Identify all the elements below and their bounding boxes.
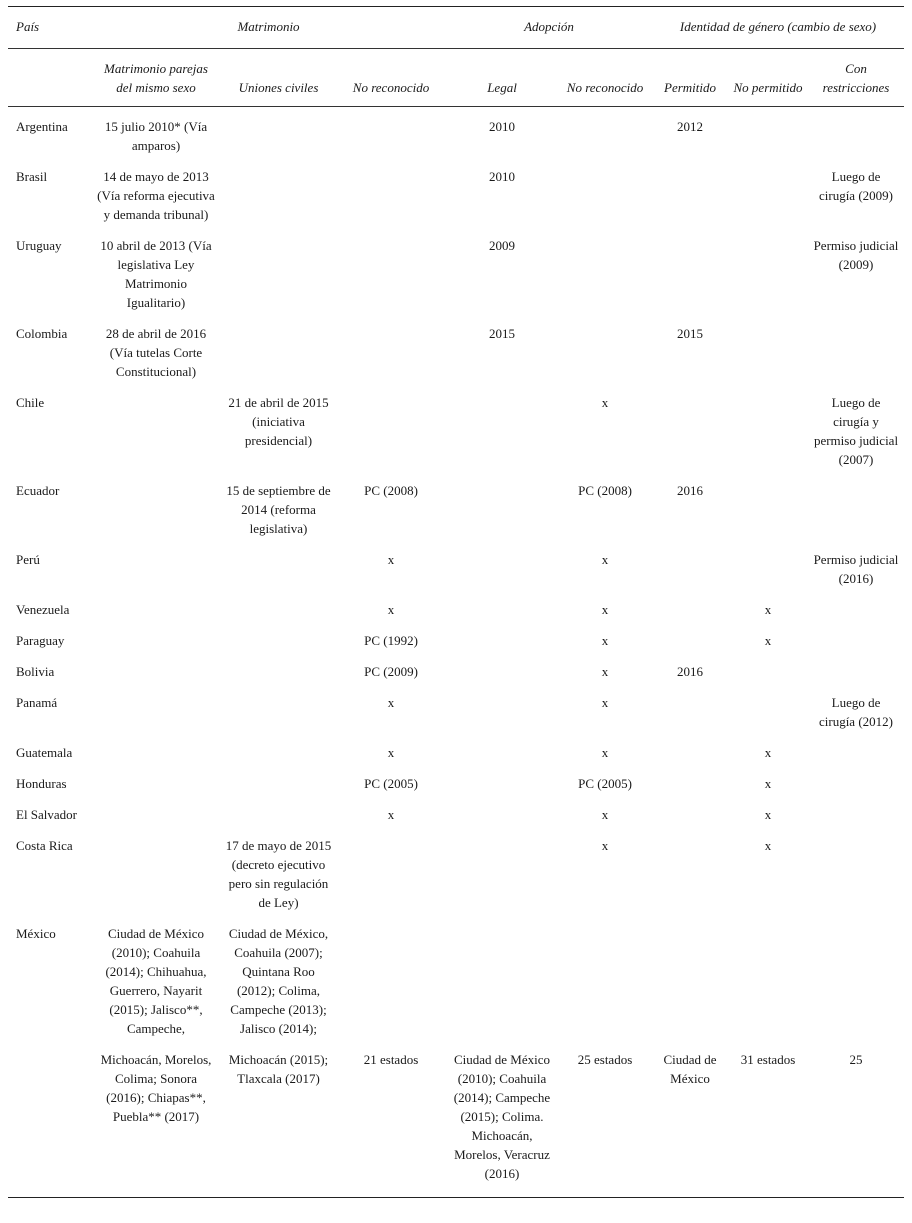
table-row (8, 600, 904, 631)
table-row (8, 805, 904, 836)
cell-permitido: 2015 (677, 326, 703, 341)
cell-permitido (652, 550, 728, 600)
cell-permitido (652, 631, 728, 662)
cell-no-permitido (728, 107, 808, 168)
cell-pais: Venezuela (16, 602, 70, 617)
cell-con-restricciones: Luego de cirugía (2012) (818, 695, 893, 729)
header-adopcion: Adopción (446, 7, 652, 49)
cell-con-restricciones (808, 107, 904, 168)
cell-adopcion-legal: 2010 (489, 119, 515, 134)
cell-no-permitido: x (764, 745, 772, 760)
cell-no-permitido: x (764, 838, 772, 853)
table-row (8, 167, 904, 236)
cell-no-permitido (728, 481, 808, 550)
cell-permitido (652, 693, 728, 743)
cell-pais: Argentina (16, 119, 68, 134)
cell-pais: Brasil (16, 169, 48, 184)
cell-matrimonio (91, 805, 221, 836)
cell-no-reconocido-adop: x (601, 664, 609, 679)
cell-no-reconocido-mat: PC (1992) (364, 633, 418, 648)
cell-pais: Ecuador (16, 483, 60, 498)
cell-uniones-civiles (221, 631, 336, 662)
cell-uniones-civiles: Michoacán (2015); Tlaxcala (2017) (221, 1050, 336, 1198)
table-row (8, 774, 904, 805)
cell-matrimonio (91, 481, 221, 550)
cell-no-reconocido-mat: x (387, 695, 395, 710)
sub-header-no-reconocido-mat: No reconocido (336, 49, 446, 107)
cell-no-reconocido-adop (558, 107, 652, 168)
cell-no-reconocido-adop: x (601, 552, 609, 567)
table-row (8, 924, 904, 1050)
cell-con-restricciones (808, 743, 904, 774)
cell-no-reconocido-mat (336, 236, 446, 324)
cell-pais: Panamá (16, 695, 58, 710)
cell-matrimonio (91, 743, 221, 774)
cell-no-reconocido-mat: PC (2009) (364, 664, 418, 679)
cell-uniones-civiles (221, 693, 336, 743)
cell-uniones-civiles (221, 107, 336, 168)
table-row (8, 836, 904, 924)
cell-no-reconocido-adop: x (601, 838, 609, 853)
cell-adopcion-legal: 2009 (489, 238, 515, 253)
table-row (8, 662, 904, 693)
cell-con-restricciones (808, 662, 904, 693)
cell-con-restricciones (808, 774, 904, 805)
header-matrimonio: Matrimonio (91, 7, 446, 49)
table-row (8, 236, 904, 324)
cell-uniones-civiles (221, 805, 336, 836)
cell-permitido (652, 805, 728, 836)
cell-matrimonio (91, 836, 221, 924)
cell-adopcion-legal (446, 693, 558, 743)
cell-permitido (652, 236, 728, 324)
cell-uniones-civiles: 21 de abril de 2015 (iniciativa presidencial) (228, 395, 329, 448)
table-row (8, 324, 904, 393)
table-row (8, 631, 904, 662)
cell-matrimonio: Michoacán, Morelos, Colima; Sonora (2016); Chiapas**, Puebla** (2017) (91, 1050, 221, 1198)
cell-no-reconocido-mat: x (387, 807, 395, 822)
cell-no-reconocido-mat (336, 107, 446, 168)
cell-matrimonio (91, 693, 221, 743)
cell-no-reconocido-adop (558, 324, 652, 393)
cell-no-reconocido-adop (558, 167, 652, 236)
cell-no-permitido (728, 236, 808, 324)
cell-permitido (652, 167, 728, 236)
table-row (8, 393, 904, 481)
cell-pais: México (16, 926, 56, 941)
table-row (8, 107, 904, 168)
cell-pais: Honduras (16, 776, 67, 791)
cell-matrimonio: Ciudad de México (2010); Coahuila (2014); Chihuahua, Guerrero, Nayarit (2015); Jalisco**, Campeche, (105, 926, 207, 1036)
cell-matrimonio (91, 631, 221, 662)
sub-header-empty (8, 49, 91, 107)
cell-adopcion-legal (446, 393, 558, 481)
table-row (8, 1050, 904, 1198)
cell-no-reconocido-mat: 21 estados (336, 1050, 446, 1198)
cell-permitido (652, 774, 728, 805)
cell-adopcion-legal (446, 924, 558, 1050)
cell-no-reconocido-adop: 25 estados (558, 1050, 652, 1198)
cell-uniones-civiles (221, 743, 336, 774)
sub-header-no-reconocido-adop: No reconocido (558, 49, 652, 107)
cell-matrimonio: 14 de mayo de 2013 (Vía reforma ejecutiva y demanda tribunal) (97, 169, 215, 222)
cell-no-permitido: x (764, 807, 772, 822)
cell-con-restricciones (808, 836, 904, 924)
cell-no-permitido (728, 924, 808, 1050)
cell-adopcion-legal: 2015 (489, 326, 515, 341)
cell-no-permitido (728, 393, 808, 481)
cell-no-permitido (728, 550, 808, 600)
cell-no-reconocido-adop: x (601, 602, 609, 617)
cell-no-reconocido-adop: x (601, 395, 609, 410)
cell-no-permitido (728, 324, 808, 393)
group-header-row (8, 7, 904, 49)
cell-matrimonio (91, 774, 221, 805)
sub-header-no-permitido: No permitido (728, 49, 808, 107)
cell-adopcion-legal: Ciudad de México (2010); Coahuila (2014); Campeche (2015); Colima. Michoacán, Morelos, Veracruz (2016) (446, 1050, 558, 1198)
cell-adopcion-legal (446, 836, 558, 924)
cell-adopcion-legal (446, 774, 558, 805)
cell-permitido (652, 600, 728, 631)
cell-uniones-civiles (221, 774, 336, 805)
cell-uniones-civiles: 17 de mayo de 2015 (decreto ejecutivo pero sin regulación de Ley) (225, 838, 332, 910)
cell-uniones-civiles (221, 550, 336, 600)
cell-no-permitido: x (764, 776, 772, 791)
cell-con-restricciones (808, 631, 904, 662)
sub-header-row (8, 49, 904, 107)
cell-adopcion-legal (446, 631, 558, 662)
cell-permitido (652, 924, 728, 1050)
cell-no-reconocido-mat: PC (2005) (364, 776, 418, 791)
cell-uniones-civiles (221, 236, 336, 324)
cell-no-reconocido-adop (558, 924, 652, 1050)
cell-adopcion-legal (446, 743, 558, 774)
cell-matrimonio (91, 393, 221, 481)
cell-permitido (652, 393, 728, 481)
cell-pais: Perú (16, 552, 40, 567)
cell-no-reconocido-mat: x (387, 602, 395, 617)
cell-permitido: 2016 (677, 483, 703, 498)
cell-con-restricciones (808, 481, 904, 550)
cell-no-reconocido-adop: x (601, 633, 609, 648)
cell-no-permitido (728, 167, 808, 236)
cell-pais: Chile (16, 395, 45, 410)
cell-uniones-civiles (221, 662, 336, 693)
cell-pais: El Salvador (16, 807, 78, 822)
cell-con-restricciones: Luego de cirugía (2009) (818, 169, 893, 203)
header-pais: País (8, 7, 91, 49)
cell-adopcion-legal (446, 805, 558, 836)
cell-uniones-civiles (221, 167, 336, 236)
cell-no-permitido (728, 693, 808, 743)
table-row (8, 481, 904, 550)
cell-no-permitido (728, 662, 808, 693)
cell-no-reconocido-adop: PC (2008) (578, 483, 632, 498)
cell-no-reconocido-adop: x (601, 807, 609, 822)
sub-header-uniones-civiles: Uniones civiles (221, 49, 336, 107)
cell-no-reconocido-mat: PC (2008) (364, 483, 418, 498)
cell-pais: Bolivia (16, 664, 55, 679)
cell-matrimonio: 28 de abril de 2016 (Vía tutelas Corte Constitucional) (105, 326, 207, 379)
cell-permitido (652, 743, 728, 774)
cell-pais: Costa Rica (16, 838, 73, 853)
cell-pais (8, 1050, 91, 1198)
legal-status-table (8, 6, 904, 1198)
cell-uniones-civiles: 15 de septiembre de 2014 (reforma legislativa) (226, 483, 331, 536)
sub-header-matrimonio-parejas: Matrimonio parejas del mismo sexo (91, 49, 221, 107)
cell-matrimonio: 15 julio 2010* (Vía amparos) (104, 119, 208, 153)
table-row (8, 550, 904, 600)
cell-pais: Guatemala (16, 745, 73, 760)
cell-uniones-civiles (221, 324, 336, 393)
cell-uniones-civiles (221, 600, 336, 631)
cell-no-reconocido-mat (336, 167, 446, 236)
cell-pais: Paraguay (16, 633, 65, 648)
cell-no-permitido: 31 estados (728, 1050, 808, 1198)
cell-pais: Colombia (16, 326, 68, 341)
cell-adopcion-legal (446, 600, 558, 631)
table-row (8, 693, 904, 743)
sub-header-con-restricciones: Con restricciones (808, 49, 904, 107)
cell-no-reconocido-adop: x (601, 745, 609, 760)
sub-header-legal: Legal (446, 49, 558, 107)
cell-con-restricciones (808, 600, 904, 631)
cell-matrimonio: 10 abril de 2013 (Vía legislativa Ley Matrimonio Igualitario) (100, 238, 212, 310)
cell-no-reconocido-adop: PC (2005) (578, 776, 632, 791)
cell-con-restricciones (808, 324, 904, 393)
cell-no-permitido: x (764, 602, 772, 617)
cell-matrimonio (91, 600, 221, 631)
table-row (8, 743, 904, 774)
cell-adopcion-legal: 2010 (489, 169, 515, 184)
cell-adopcion-legal (446, 550, 558, 600)
cell-no-reconocido-mat (336, 324, 446, 393)
cell-con-restricciones: Permiso judicial (2016) (813, 552, 899, 586)
cell-no-reconocido-adop: x (601, 695, 609, 710)
cell-con-restricciones: 25 (808, 1050, 904, 1198)
cell-no-reconocido-mat (336, 836, 446, 924)
cell-permitido: 2012 (677, 119, 703, 134)
cell-permitido: 2016 (677, 664, 703, 679)
sub-header-permitido: Permitido (652, 49, 728, 107)
cell-no-reconocido-mat: x (387, 745, 395, 760)
cell-adopcion-legal (446, 481, 558, 550)
cell-no-reconocido-mat (336, 924, 446, 1050)
cell-matrimonio (91, 550, 221, 600)
cell-permitido (652, 836, 728, 924)
cell-con-restricciones (808, 924, 904, 1050)
cell-con-restricciones: Luego de cirugía y permiso judicial (2007) (813, 395, 899, 467)
cell-adopcion-legal (446, 662, 558, 693)
cell-matrimonio (91, 662, 221, 693)
cell-no-reconocido-mat: x (387, 552, 395, 567)
cell-con-restricciones (808, 805, 904, 836)
table-body (8, 107, 904, 1198)
cell-pais: Uruguay (16, 238, 62, 253)
cell-uniones-civiles: Ciudad de México, Coahuila (2007); Quintana Roo (2012); Colima, Campeche (2013); Jalisco (2014); (228, 926, 329, 1036)
cell-no-permitido: x (764, 633, 772, 648)
cell-permitido: Ciudad de México (652, 1050, 728, 1198)
cell-con-restricciones: Permiso judicial (2009) (813, 238, 899, 272)
cell-no-reconocido-mat (336, 393, 446, 481)
header-identidad: Identidad de género (cambio de sexo) (652, 7, 904, 49)
cell-no-reconocido-adop (558, 236, 652, 324)
